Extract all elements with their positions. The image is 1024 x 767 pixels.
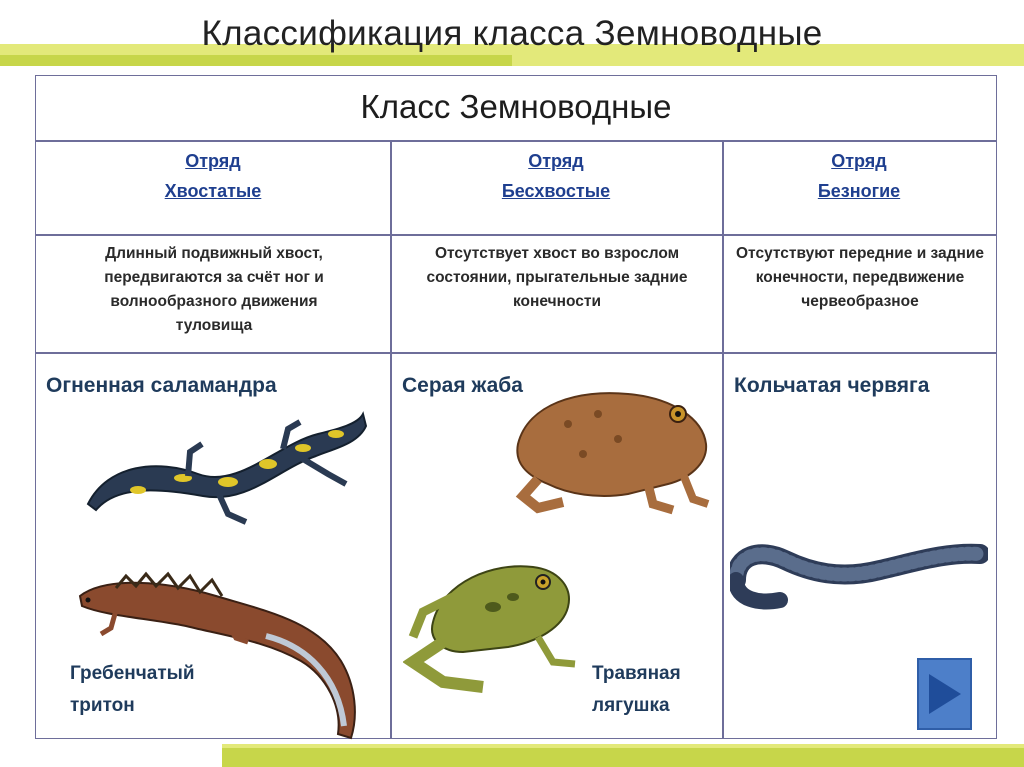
top-accent-bar-dark — [0, 55, 512, 66]
order-word[interactable]: Отряд — [185, 151, 241, 171]
order-name[interactable]: Хвостатые — [164, 181, 262, 201]
order-tailed[interactable] — [36, 142, 390, 234]
order-tailless[interactable] — [390, 142, 722, 234]
crested-newt-image — [76, 566, 366, 746]
animal-fire-salamander: Огненная саламандра — [46, 374, 277, 397]
next-slide-button[interactable] — [917, 658, 972, 730]
animal-common-toad: Серая жаба — [402, 374, 523, 397]
animal-crested-newt: Гребенчатый тритон — [70, 663, 195, 716]
order-name[interactable]: Безногие — [817, 181, 901, 201]
animal-ringed-caecilian: Кольчатая червяга — [734, 374, 930, 397]
bottom-accent-bar — [222, 748, 1024, 767]
description-legless: Отсутствуют передние и задние конечности, передвижение червеобразное — [736, 245, 985, 310]
fire-salamander-image — [78, 404, 368, 534]
slide-title: Классификация класса Земноводные — [201, 14, 823, 53]
table-divider — [36, 352, 996, 354]
order-legless[interactable] — [722, 142, 996, 234]
order-name[interactable]: Бесхвостые — [501, 181, 611, 201]
class-title: Класс Земноводные — [360, 88, 672, 125]
ringed-caecilian-image — [730, 540, 988, 612]
grass-frog-image — [403, 552, 578, 702]
common-toad-image — [508, 384, 713, 516]
play-arrow-icon — [925, 670, 965, 718]
description-tailed: Длинный подвижный хвост, передвигаются за счёт ног и волнообразного движения туловища — [104, 245, 324, 334]
order-word[interactable]: Отряд — [831, 151, 887, 171]
description-tailless: Отсутствует хвост во взрослом состоянии, прыгательные задние конечности — [426, 245, 688, 310]
order-word[interactable]: Отряд — [528, 151, 584, 171]
animal-grass-frog: Травяная лягушка — [592, 663, 681, 716]
